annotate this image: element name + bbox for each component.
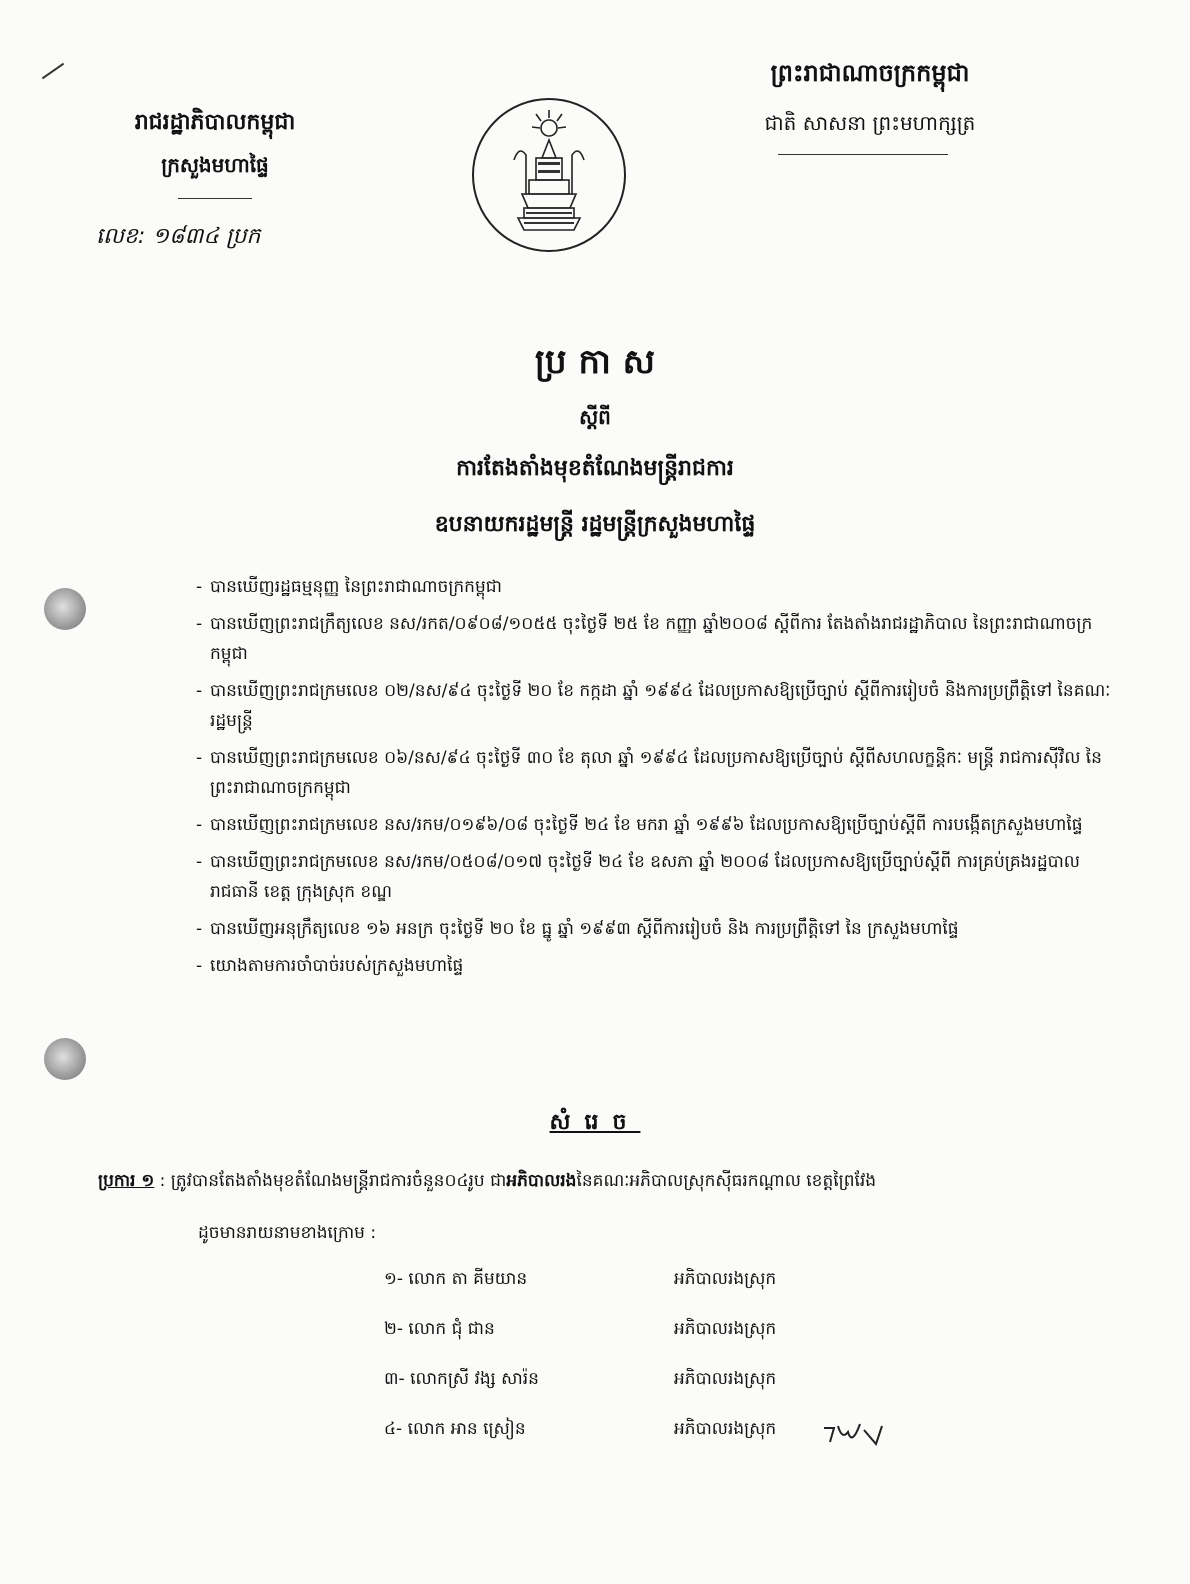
official-position: អភិបាលរងស្រុក bbox=[674, 1319, 777, 1339]
ministry-ornament-divider bbox=[178, 198, 252, 199]
document-type-title: ប្រ កា ស bbox=[534, 342, 656, 382]
subject-line-2: ឧបនាយករដ្ឋមន្ត្រី រដ្ឋមន្ត្រីក្រសួងមហាផ្ទៃ bbox=[434, 512, 756, 537]
article-colon: : bbox=[159, 1171, 171, 1191]
official-position: អភិបាលរងស្រុក bbox=[674, 1369, 777, 1389]
official-row bbox=[384, 1368, 874, 1418]
ministry-heading: ក្រសួងមហាផ្ទៃ bbox=[161, 153, 269, 177]
consideration-item: - បានឃើញព្រះរាជក្រឹត្យលេខ នស/រកត/០៩០៨/១០៥៥ ចុះថ្ងៃទី ២៥ ខែ កញ្ញា ឆ្នាំ២០០៨ ស្តីពីការ តែងតាំងរាជរដ្ឋាភិបាល នៃព្រះរាជាណាចក្រកម្ពុជា bbox=[196, 614, 1093, 664]
royal-emblem-icon bbox=[474, 100, 624, 250]
official-name: ២- លោក ជុំ ជាន bbox=[384, 1319, 495, 1339]
official-position: អភិបាលរងស្រុក bbox=[674, 1269, 777, 1289]
official-row bbox=[384, 1318, 874, 1368]
official-row bbox=[384, 1268, 874, 1318]
royal-seal-emblem bbox=[472, 98, 626, 252]
consideration-item: - បានឃើញអនុក្រឹត្យលេខ ១៦ អនក្រ ចុះថ្ងៃទី ២០ ខែ ធ្នូ ឆ្នាំ ១៩៩៣ ស្តីពីការរៀបចំ និង ការប្រព្រឹត្តិទៅ នៃ ក្រសួងមហាផ្ទៃ bbox=[196, 919, 959, 939]
official-position: អភិបាលរងស្រុក bbox=[674, 1419, 777, 1439]
consideration-item: - យោងតាមការចាំបាច់របស់ក្រសួងមហាផ្ទៃ bbox=[196, 956, 464, 976]
official-name: ៣- លោកស្រី វង្ស សារ៉ន bbox=[384, 1369, 539, 1389]
kingdom-heading: ព្រះរាជាណាចក្រកម្ពុជា bbox=[770, 59, 970, 87]
consideration-item: - បានឃើញព្រះរាជក្រមលេខ នស/រកម/០១៩៦/០៨ ចុះថ្ងៃទី ២៤ ខែ មករា ឆ្នាំ ១៩៩៦ ដែលប្រកាសឱ្យប្រើច្បាប់ស្តីពី ការបង្កើតក្រសួងមហាផ្ទៃ bbox=[196, 815, 1083, 835]
decision-heading: សំរេច bbox=[549, 1110, 641, 1135]
consideration-item: - បានឃើញព្រះរាជក្រមលេខ ០៦/នស/៩៤ ចុះថ្ងៃទី ៣០ ខែ តុលា ឆ្នាំ ១៩៩៤ ដែលប្រកាសឱ្យប្រើច្បាប់ ស្តីពីសហលក្ខន្តិកៈ មន្ត្រី រាជការស៊ីវិល នៃព្រះរាជាណាចក្រកម្ពុជា bbox=[196, 748, 1102, 798]
officials-list bbox=[384, 1268, 874, 1468]
document-number: លេខ: ១៨៣៤ ប្រក bbox=[96, 224, 261, 249]
article-text-bold: អភិបាលរង bbox=[506, 1171, 577, 1191]
punch-hole-top bbox=[44, 588, 86, 630]
considerations-list bbox=[196, 572, 1116, 988]
article-text-pre: ត្រូវបានតែងតាំងមុខតំណែងមន្ត្រីរាជការចំនួន០៤រូប ជា bbox=[170, 1171, 507, 1191]
motto-ornament-divider bbox=[778, 154, 948, 155]
official-name: ១- លោក តា គីមយាន bbox=[384, 1269, 528, 1289]
official-row bbox=[384, 1418, 874, 1468]
article-1 bbox=[98, 1166, 1118, 1248]
article-text-post: នៃគណៈអភិបាលស្រុកស៊ីធរកណ្តាល ខេត្តព្រៃវែង bbox=[576, 1171, 877, 1191]
consideration-item: - បានឃើញរដ្ឋធម្មនុញ្ញ នៃព្រះរាជាណាចក្រកម្ពុជា bbox=[196, 577, 502, 597]
consideration-item: - បានឃើញព្រះរាជក្រមលេខ នស/រកម/០៥០៨/០១៧ ចុះថ្ងៃទី ២៤ ខែ ឧសភា ឆ្នាំ ២០០៨ ដែលប្រកាសឱ្យប្រើច្បាប់ស្តីពី ការគ្រប់គ្រងរដ្ឋបាលរាជធានី ខេត្ត ក្រុងស្រុក ខណ្ឌ bbox=[196, 852, 1080, 902]
about-label: ស្តីពី bbox=[579, 405, 611, 429]
margin-tick-mark bbox=[42, 63, 64, 80]
article-number: ប្រការ ១ bbox=[98, 1171, 155, 1191]
national-motto: ជាតិ សាសនា ព្រះមហាក្សត្រ bbox=[764, 111, 976, 135]
government-heading: រាជរដ្ឋាភិបាលកម្ពុជា bbox=[134, 110, 296, 135]
handwritten-initials bbox=[820, 1420, 890, 1450]
subject-line-1: ការតែងតាំងមុខតំណែងមន្ត្រីរាជការ bbox=[456, 456, 734, 481]
consideration-item: - បានឃើញព្រះរាជក្រមលេខ ០២/នស/៩៤ ចុះថ្ងៃទី ២០ ខែ កក្កដា ឆ្នាំ ១៩៩៤ ដែលប្រកាសឱ្យប្រើច្បាប់ ស្តីពីការរៀបចំ និងការប្រព្រឹត្តិទៅ នៃគណៈរដ្ឋមន្ត្រី bbox=[196, 681, 1111, 731]
article-text-line2: ដូចមានរាយនាមខាងក្រោម : bbox=[198, 1223, 377, 1243]
punch-hole-bottom bbox=[44, 1038, 86, 1080]
official-name: ៤- លោក អាន ស្រៀន bbox=[384, 1419, 526, 1439]
